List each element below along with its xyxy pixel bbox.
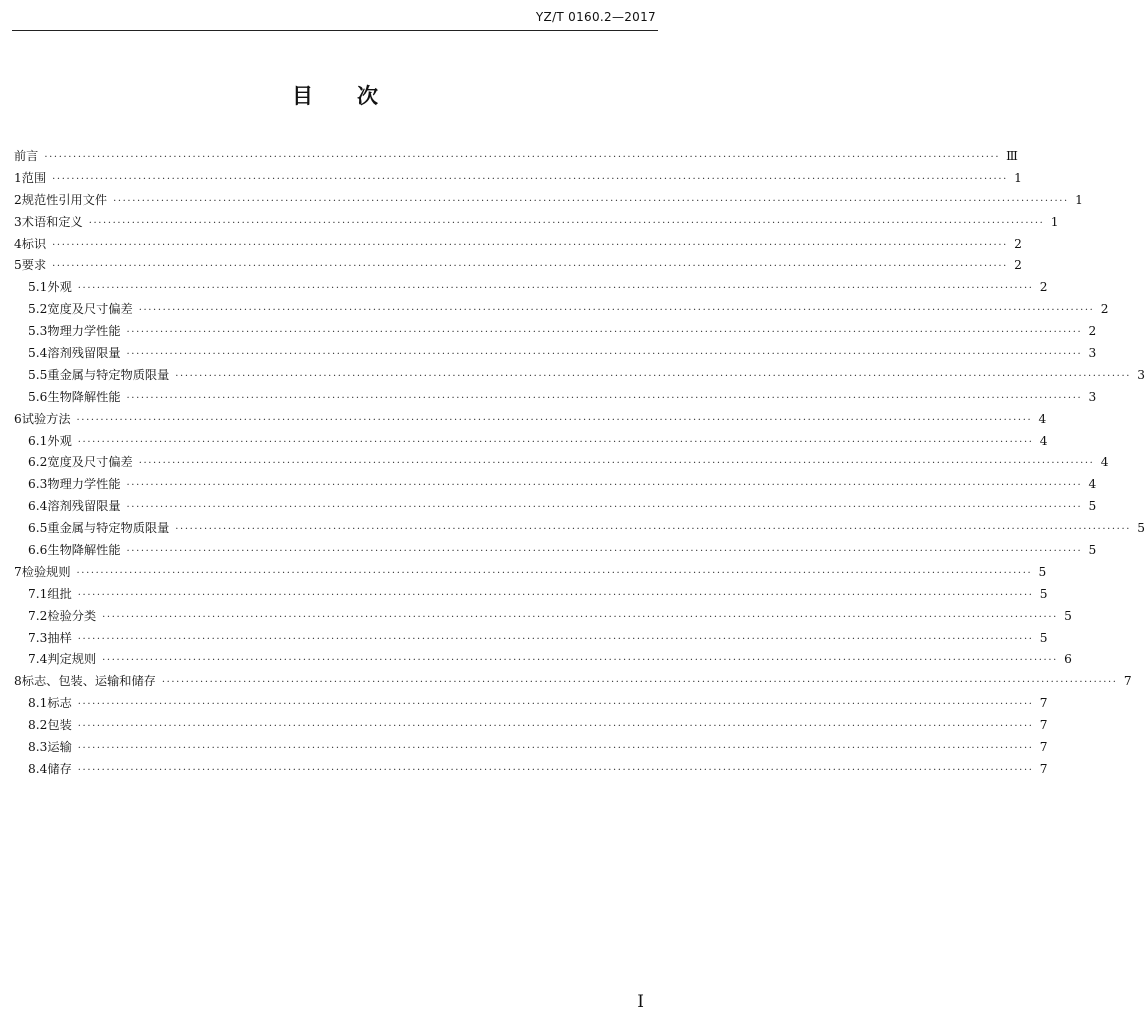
toc-entry[interactable]: [14, 299, 1109, 321]
toc-entry-page: 7: [1039, 696, 1048, 711]
toc-entry[interactable]: [14, 168, 1022, 190]
toc-entry-page: 2: [1014, 236, 1022, 251]
table-of-contents: [14, 146, 1145, 781]
toc-entry-page: 6: [1064, 652, 1072, 667]
toc-entry[interactable]: [14, 737, 1048, 759]
toc-entry[interactable]: [14, 212, 1059, 234]
toc-entry-title: 生物降解性能: [47, 543, 121, 558]
toc-entry-page: 3: [1088, 346, 1097, 361]
toc-leader-dots: ········································································································································································································: [77, 283, 1034, 295]
toc-entry-number: 7.3: [28, 630, 48, 645]
toc-entry-number: 5.2: [28, 302, 48, 317]
toc-entry-title: 抽样: [47, 630, 72, 645]
toc-entry-number: 5: [14, 258, 22, 273]
toc-entry[interactable]: [14, 387, 1097, 409]
toc-entry-number: 4: [14, 236, 22, 251]
toc-entry-title: 溶剂残留限量: [47, 499, 121, 514]
toc-entry-title: 标识: [21, 236, 47, 251]
toc-leader-dots: ········································································································································································································: [76, 414, 1033, 426]
toc-entry[interactable]: [14, 343, 1097, 365]
toc-entry[interactable]: [14, 409, 1047, 431]
toc-entry-number: 8: [14, 674, 22, 689]
toc-entry-title: 包装: [47, 718, 72, 733]
toc-leader-dots: ········································································································································································································: [175, 524, 1132, 536]
toc-entry-title: 检验规则: [21, 564, 71, 579]
toc-entry[interactable]: [14, 496, 1097, 518]
toc-entry-page: 2: [1100, 302, 1109, 317]
toc-entry-page: 7: [1123, 674, 1132, 689]
toc-entry[interactable]: [14, 759, 1048, 781]
toc-entry[interactable]: [14, 584, 1048, 606]
toc-entry-title: 术语和定义: [21, 214, 83, 229]
toc-title-char-1: 目: [292, 84, 313, 108]
toc-entry[interactable]: [14, 671, 1132, 693]
toc-leader-dots: ········································································································································································································: [161, 677, 1118, 689]
toc-entry-page: 5: [1039, 630, 1048, 645]
toc-entry-page: 3: [1088, 389, 1097, 404]
toc-entry-page: 1: [1075, 192, 1083, 207]
toc-entry[interactable]: [14, 321, 1097, 343]
toc-leader-dots: ········································································································································································································: [77, 589, 1034, 601]
toc-entry-title: 组批: [47, 586, 72, 601]
toc-entry-page: 1: [1050, 214, 1059, 229]
toc-entry-page: 7: [1039, 718, 1048, 733]
toc-entry-number: 7.1: [28, 586, 48, 601]
toc-leader-dots: ········································································································································································································: [77, 699, 1034, 711]
toc-leader-dots: ········································································································································································································: [126, 480, 1083, 492]
toc-entry-title: 前言: [14, 149, 39, 163]
toc-entry-number: 8.1: [28, 696, 48, 711]
toc-entry-page: 5: [1064, 608, 1072, 623]
toc-entry[interactable]: [14, 146, 1018, 168]
toc-entry-title: 外观: [47, 433, 72, 448]
toc-leader-dots: ········································································································································································································: [52, 173, 1008, 185]
toc-leader-dots: ········································································································································································································: [44, 152, 1001, 163]
toc-entry-title: 运输: [47, 740, 72, 755]
toc-entry-number: 8.2: [28, 718, 48, 733]
toc-entry-title: 检验分类: [47, 608, 97, 623]
toc-leader-dots: ········································································································································································································: [175, 370, 1132, 382]
toc-entry-page: 4: [1100, 455, 1109, 470]
toc-entry-page: 7: [1039, 740, 1048, 755]
toc-entry-number: 8.3: [28, 740, 48, 755]
toc-leader-dots: ········································································································································································································: [52, 261, 1008, 273]
toc-entry-number: 7.4: [28, 652, 48, 667]
toc-leader-dots: ········································································································································································································: [102, 611, 1058, 623]
toc-entry-title: 范围: [21, 170, 47, 185]
toc-entry-title: 物理力学性能: [47, 477, 121, 492]
toc-entry-title: 标志: [47, 696, 72, 711]
toc-entry-number: 8.4: [28, 761, 48, 776]
toc-leader-dots: ········································································································································································································: [52, 239, 1008, 251]
toc-entry-number: 2: [14, 192, 22, 207]
toc-entry-page: 5: [1038, 564, 1047, 579]
toc-entry-page: 5: [1088, 543, 1097, 558]
toc-entry-title: 规范性引用文件: [21, 192, 108, 207]
toc-leader-dots: ········································································································································································································: [138, 458, 1095, 470]
toc-leader-dots: ········································································································································································································: [76, 567, 1033, 579]
toc-entry-number: 3: [14, 214, 22, 229]
toc-entry[interactable]: [14, 693, 1048, 715]
toc-entry-page: 5: [1039, 586, 1048, 601]
toc-entry-number: 5.6: [28, 389, 48, 404]
toc-entry-number: 1: [14, 170, 22, 185]
toc-entry-number: 6.5: [28, 521, 48, 536]
toc-leader-dots: ········································································································································································································: [77, 764, 1034, 776]
toc-leader-dots: ········································································································································································································: [126, 349, 1083, 361]
toc-entry[interactable]: [14, 606, 1072, 628]
toc-entry[interactable]: [14, 255, 1022, 277]
toc-entry-title: 重金属与特定物质限量: [47, 521, 170, 536]
toc-entry[interactable]: [14, 649, 1072, 671]
toc-title: [0, 80, 670, 110]
toc-title-char-2: 次: [357, 84, 378, 108]
toc-entry-number: 6.6: [28, 543, 48, 558]
toc-entry[interactable]: [14, 540, 1097, 562]
toc-entry-title: 外观: [47, 280, 72, 295]
toc-entry[interactable]: [14, 452, 1109, 474]
toc-entry[interactable]: [14, 190, 1083, 212]
toc-entry-title: 生物降解性能: [47, 389, 121, 404]
toc-entry-page: 4: [1088, 477, 1097, 492]
toc-leader-dots: ········································································································································································································: [77, 633, 1034, 645]
toc-entry-title: 要求: [21, 258, 47, 273]
toc-leader-dots: ········································································································································································································: [77, 743, 1034, 755]
toc-entry-number: 7: [14, 564, 22, 579]
toc-entry[interactable]: [14, 277, 1048, 299]
toc-entry-number: 6: [14, 411, 22, 426]
toc-leader-dots: ········································································································································································································: [102, 655, 1058, 667]
toc-entry-title: 判定规则: [47, 652, 97, 667]
toc-entry-page: 3: [1137, 367, 1145, 382]
toc-entry-title: 试验方法: [21, 411, 71, 426]
toc-leader-dots: ········································································································································································································: [126, 392, 1083, 404]
toc-entry-page: 5: [1137, 521, 1145, 536]
header-rule: [12, 30, 658, 31]
toc-entry-page: 5: [1088, 499, 1097, 514]
toc-entry-number: 6.4: [28, 499, 48, 514]
toc-entry[interactable]: [14, 715, 1048, 737]
toc-entry-page: 4: [1038, 411, 1047, 426]
toc-entry-title: 储存: [47, 761, 72, 776]
toc-entry-page: 1: [1014, 170, 1022, 185]
toc-entry-page: 4: [1039, 433, 1048, 448]
toc-entry[interactable]: [14, 365, 1145, 387]
toc-entry-number: 5.4: [28, 346, 48, 361]
toc-entry[interactable]: [14, 518, 1145, 540]
toc-entry-title: 宽度及尺寸偏差: [47, 302, 133, 317]
toc-entry-number: 7.2: [28, 608, 48, 623]
toc-entry-page: 2: [1039, 280, 1048, 295]
standard-code: YZ/T 0160.2—2017: [535, 10, 656, 24]
toc-entry[interactable]: [14, 562, 1047, 584]
toc-leader-dots: ········································································································································································································: [88, 217, 1045, 229]
toc-entry-title: 重金属与特定物质限量: [47, 367, 170, 382]
toc-entry-number: 6.3: [28, 477, 48, 492]
toc-entry-number: 6.2: [28, 455, 48, 470]
toc-entry-number: 5.1: [28, 280, 48, 295]
toc-entry-number: 5.5: [28, 367, 48, 382]
toc-entry-page: 2: [1088, 324, 1097, 339]
toc-leader-dots: ········································································································································································································: [126, 502, 1083, 514]
toc-leader-dots: ········································································································································································································: [113, 195, 1069, 207]
toc-leader-dots: ········································································································································································································: [77, 721, 1034, 733]
toc-entry-page: 7: [1039, 761, 1048, 776]
toc-entry-page: Ⅲ: [1006, 149, 1018, 163]
page-number: Ⅰ: [637, 992, 644, 1012]
toc-entry[interactable]: [14, 234, 1022, 256]
toc-leader-dots: ········································································································································································································: [77, 436, 1034, 448]
toc-entry-title: 标志、包装、运输和储存: [21, 674, 156, 689]
toc-entry[interactable]: [14, 628, 1048, 650]
toc-entry-title: 溶剂残留限量: [47, 346, 121, 361]
toc-entry-page: 2: [1014, 258, 1022, 273]
toc-leader-dots: ········································································································································································································: [138, 305, 1095, 317]
toc-entry-number: 5.3: [28, 324, 48, 339]
toc-leader-dots: ········································································································································································································: [126, 546, 1083, 558]
toc-entry-number: 6.1: [28, 433, 48, 448]
toc-entry[interactable]: [14, 474, 1097, 496]
toc-leader-dots: ········································································································································································································: [126, 327, 1083, 339]
toc-entry-title: 物理力学性能: [47, 324, 121, 339]
toc-entry[interactable]: [14, 431, 1048, 453]
toc-entry-title: 宽度及尺寸偏差: [47, 455, 133, 470]
